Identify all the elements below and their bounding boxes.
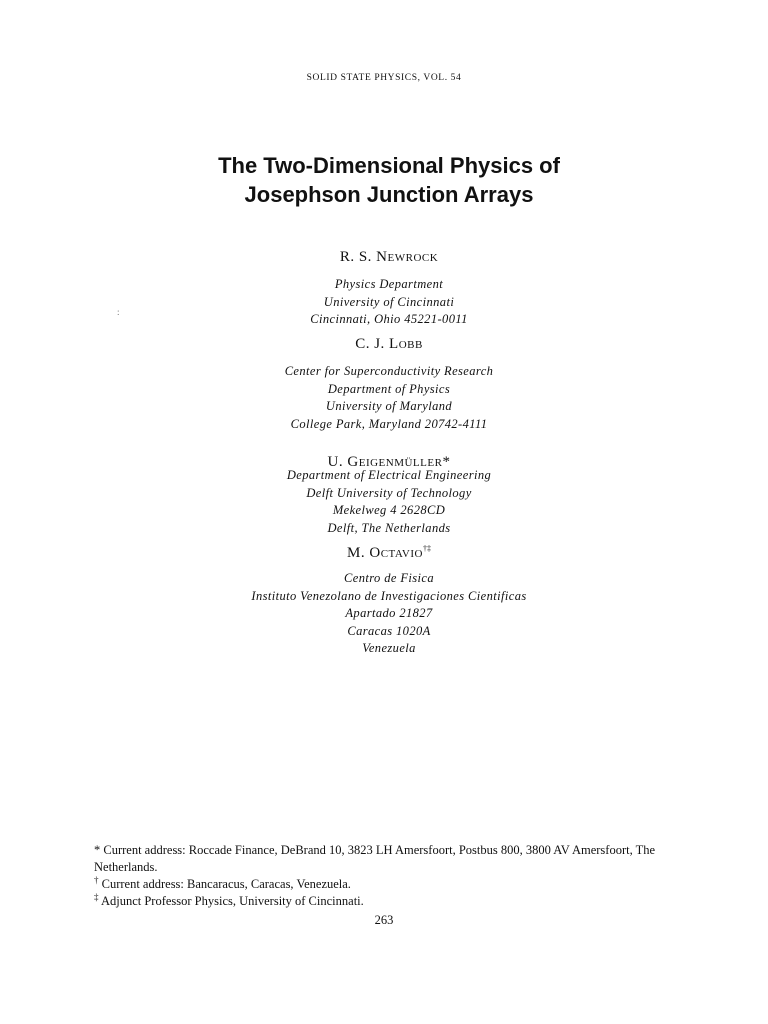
chapter-title-line-1: The Two-Dimensional Physics of <box>218 153 560 178</box>
author-octavio <box>0 539 768 563</box>
author-surname: Octavio <box>369 545 423 561</box>
affiliation-line: Caracas 1020A <box>347 623 431 638</box>
running-head: SOLID STATE PHYSICS, VOL. 54 <box>306 73 462 83</box>
affiliation-line: Apartado 21827 <box>345 606 433 620</box>
affiliation-line: Mekelweg 4 2628CD <box>332 503 446 517</box>
chapter-title <box>0 151 768 209</box>
affiliation-line: Center for Superconductivity Research <box>284 364 494 378</box>
affiliation-line: Venezuela <box>362 641 416 655</box>
author-initials: U. <box>327 454 344 470</box>
author-surname: Lobb <box>389 336 423 352</box>
footnote-mark: † <box>94 874 99 885</box>
author-newrock <box>0 247 768 267</box>
footnote-mark: ‡ <box>94 891 99 902</box>
author-lobb <box>0 334 768 354</box>
affiliation-geigenmuller <box>0 467 768 537</box>
footnote-1 <box>94 842 694 876</box>
footnote-text: Current address: Bancaracus, Caracas, Venezuela. <box>101 877 351 891</box>
author-initials: C. J. <box>355 336 385 352</box>
author-footnote-mark: †‡ <box>422 544 431 553</box>
page-number: 263 <box>374 913 394 927</box>
affiliation-line: Cincinnati, Ohio 45221-0011 <box>310 312 468 326</box>
footnote-text: Current address: Roccade Finance, DeBrand 10, 3823 LH Amersfoort, Postbus 800, 3800 AV Amersfoort, The Netherlands. <box>94 843 656 874</box>
author-initials: R. S. <box>339 249 372 265</box>
footnote-2 <box>94 876 694 893</box>
affiliation-line: Department of Electrical Engineering <box>286 468 492 482</box>
footnote-text: Adjunct Professor Physics, University of Cincinnati. <box>100 894 364 908</box>
affiliation-line: University of Cincinnati <box>323 294 455 309</box>
affiliation-line: Physics Department <box>334 277 444 291</box>
affiliation-line: Delft, The Netherlands <box>327 520 451 535</box>
author-surname: Geigenmüller <box>347 454 443 470</box>
affiliation-line: Delft University of Technology <box>306 485 472 500</box>
affiliation-line: Department of Physics <box>327 381 451 396</box>
affiliation-line: University of Maryland <box>325 399 453 413</box>
affiliation-lobb <box>0 363 768 433</box>
author-surname: Newrock <box>376 249 439 265</box>
affiliation-octavio <box>0 570 768 658</box>
affiliation-line: Centro de Fisica <box>344 571 434 585</box>
author-footnote-mark: * <box>442 454 451 470</box>
affiliation-line: College Park, Maryland 20742-4111 <box>290 416 488 431</box>
chapter-title-line-2: Josephson Junction Arrays <box>244 182 534 207</box>
footnotes <box>94 842 694 910</box>
footnote-mark: * <box>94 843 101 857</box>
footnote-3 <box>94 893 694 910</box>
author-initials: M. <box>347 545 366 561</box>
margin-mark: : <box>117 307 120 317</box>
affiliation-newrock <box>0 276 768 329</box>
affiliation-line: Instituto Venezolano de Investigaciones Cientificas <box>251 588 527 603</box>
